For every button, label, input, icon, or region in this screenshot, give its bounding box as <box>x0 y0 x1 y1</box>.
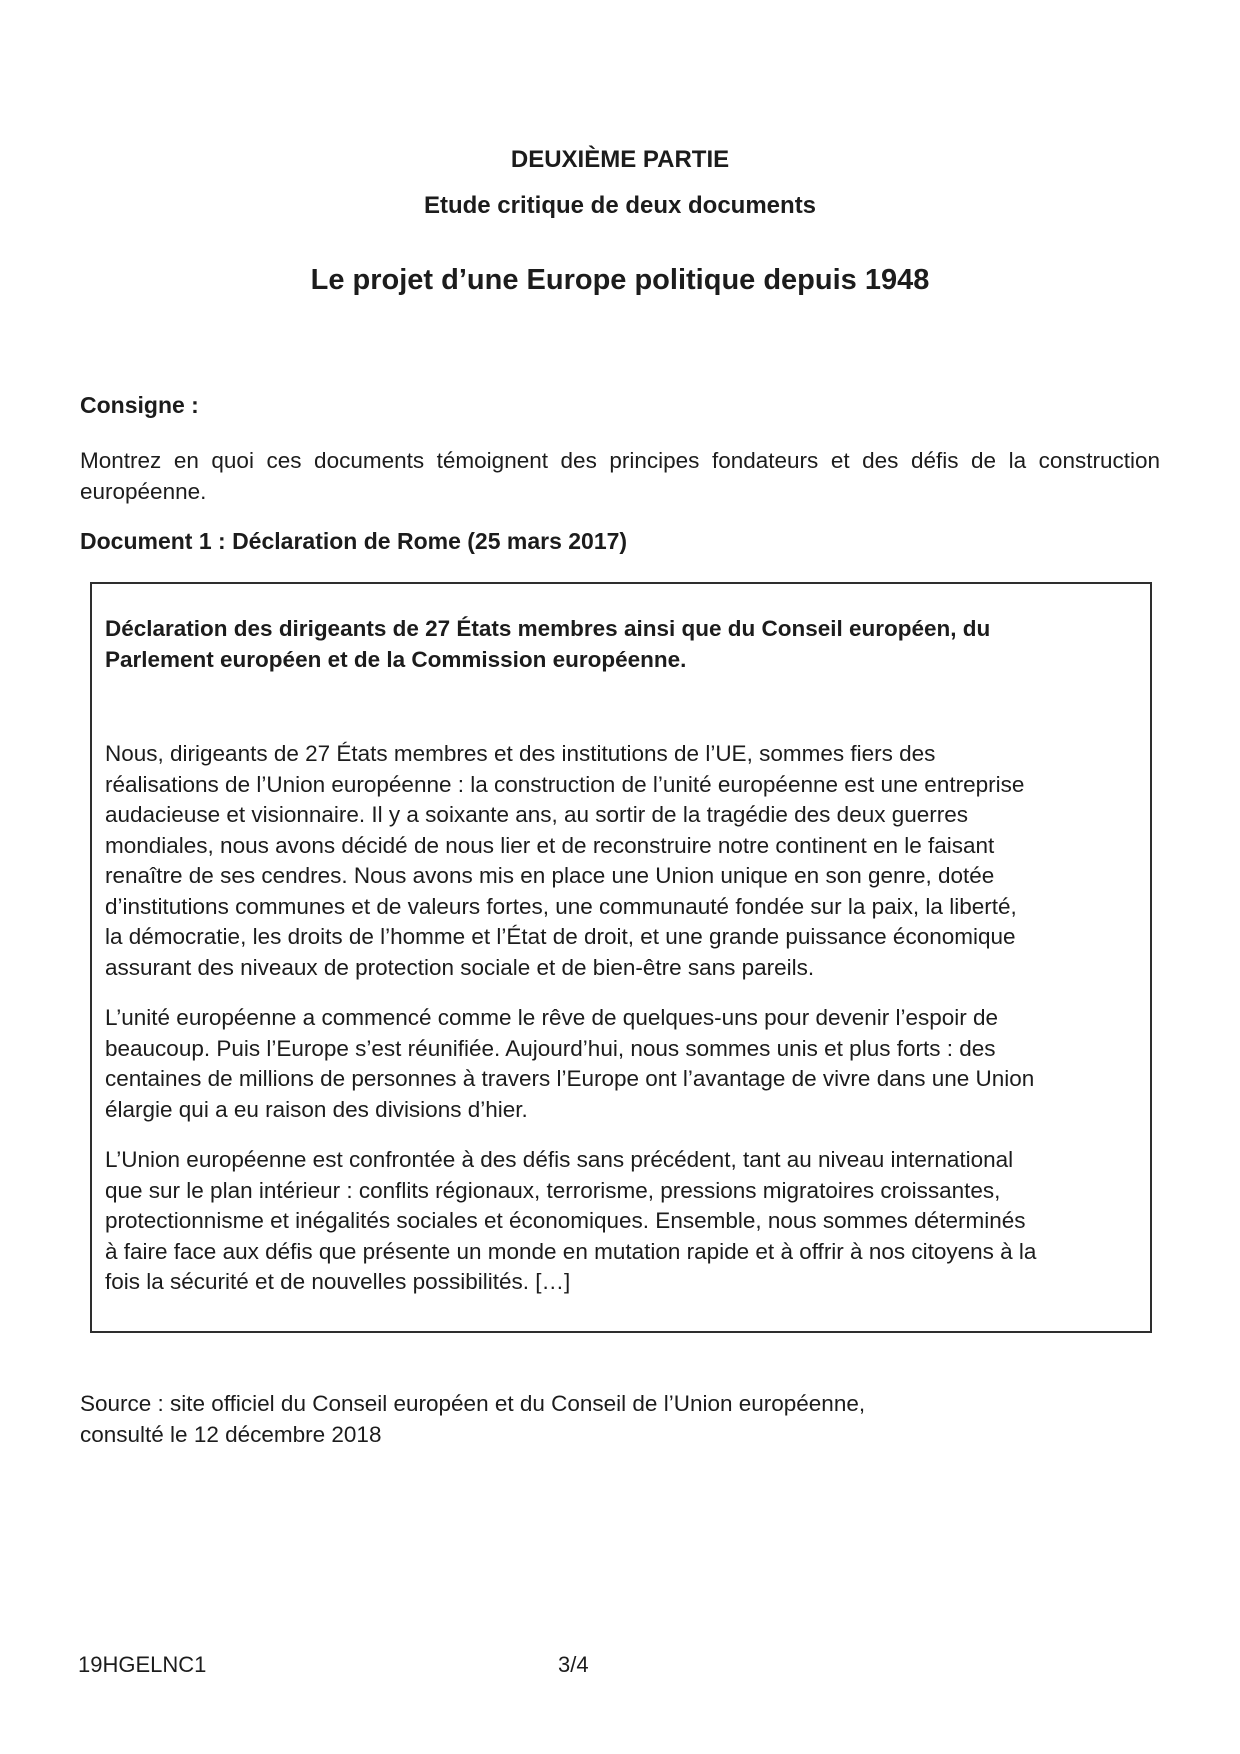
declaration-paragraph-1 <box>105 739 1132 983</box>
text-line: fois la sécurité et de nouvelles possibilités. […] <box>105 1269 571 1294</box>
consigne-label: Consigne : <box>80 392 199 418</box>
text-line: beaucoup. Puis l’Europe s’est réunifiée. Aujourd’hui, nous sommes unis et plus forts : des <box>105 1035 996 1061</box>
text-line: Déclaration des dirigeants de 27 États membres ainsi que du Conseil européen, du <box>105 616 991 641</box>
declaration-paragraph-3 <box>105 1145 1132 1298</box>
subject-title: Le projet d’une Europe politique depuis 1948 <box>310 264 930 296</box>
text-line: centaines de millions de personnes à travers l’Europe ont l’avantage de vivre dans une Union <box>105 1066 1035 1091</box>
declaration-paragraph-2 <box>105 1003 1132 1125</box>
text-line: la démocratie, les droits de l’homme et l’État de droit, et une grande puissance économique <box>105 924 1016 949</box>
consigne-text: Montrez en quoi ces documents témoignent des principes fondateurs et des défis de la construction européenne. <box>80 448 1160 504</box>
text-line: Parlement européen et de la Commission européenne. <box>105 646 687 672</box>
page-number: 3/4 <box>558 1652 589 1677</box>
text-line: audacieuse et visionnaire. Il y a soixante ans, au sortir de la tragédie des deux guerres <box>105 802 969 827</box>
declaration-title <box>105 614 1132 675</box>
text-line: Nous, dirigeants de 27 États membres et des institutions de l’UE, sommes fiers des <box>105 741 936 766</box>
exercise-subtitle: Etude critique de deux documents <box>423 192 817 219</box>
document1-text-box <box>90 582 1152 1333</box>
text-line: L’unité européenne a commencé comme le rêve de quelques-uns pour devenir l’espoir de <box>105 1005 999 1030</box>
text-line: à faire face aux défis que présente un monde en mutation rapide et à offrir à nos citoyens à la <box>105 1238 1037 1264</box>
text-line: L’Union européenne est confrontée à des défis sans précédent, tant au niveau international <box>105 1147 1014 1172</box>
text-line: Source : site officiel du Conseil européen et du Conseil de l’Union européenne, <box>80 1391 866 1416</box>
text-line: protectionnisme et inégalités sociales et économiques. Ensemble, nous sommes déterminés <box>105 1208 1026 1233</box>
text-line: mondiales, nous avons décidé de nous lier et de reconstruire notre continent en le faisant <box>105 832 995 858</box>
document1-heading: Document 1 : Déclaration de Rome (25 mars 2017) <box>80 528 628 554</box>
text-line: réalisations de l’Union européenne : la construction de l’unité européenne est une entreprise <box>105 771 1025 797</box>
text-line: que sur le plan intérieur : conflits régionaux, terrorisme, pressions migratoires croissantes, <box>105 1177 1001 1203</box>
text-line: assurant des niveaux de protection sociale et de bien-être sans pareils. <box>105 954 815 980</box>
exam-reference-code: 19HGELNC1 <box>78 1652 207 1677</box>
part-title: DEUXIÈME PARTIE <box>510 146 730 173</box>
text-line: d’institutions communes et de valeurs fortes, une communauté fondée sur la paix, la liberté, <box>105 893 1017 919</box>
text-line: renaître de ses cendres. Nous avons mis en place une Union unique en son genre, dotée <box>105 863 995 888</box>
text-line: consulté le 12 décembre 2018 <box>80 1422 382 1447</box>
text-line: élargie qui a eu raison des divisions d’hier. <box>105 1096 528 1122</box>
source-citation <box>80 1388 865 1450</box>
